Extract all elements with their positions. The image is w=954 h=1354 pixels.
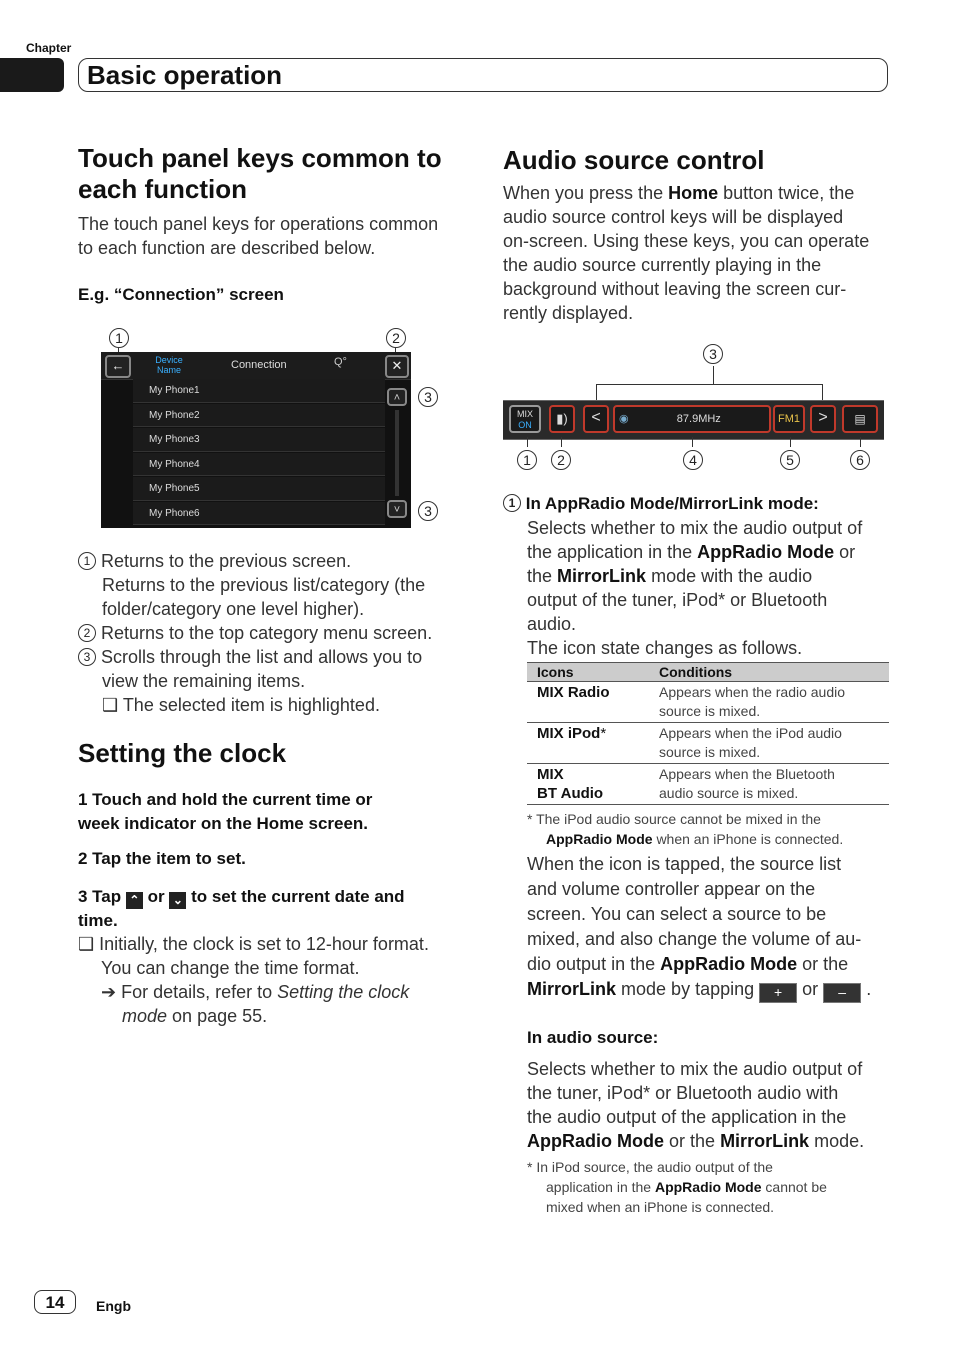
bar-callout-1: 1 — [517, 450, 537, 470]
table-row: MIX iPod* Appears when the iPod audio source is mixed. — [527, 723, 889, 764]
touch-descriptions: 1 Returns to the previous screen. Returns to the previous list/category (the folder/category one level higher). 2 Returns to the top category menu screen. 3 Scrolls through the list and allows you to view the remaining items. ❑ The selected item is highlighted. — [78, 549, 478, 717]
plus-button[interactable]: + — [759, 983, 797, 1003]
example-label: E.g. “Connection” screen — [78, 285, 284, 304]
touch-title: Touch panel keys common to each function — [78, 143, 442, 204]
table-header: Icons — [527, 663, 649, 682]
bracket-stem — [713, 366, 714, 384]
chapter-label: Chapter — [26, 41, 72, 55]
clock-step-3: 3 Tap ⌃ or ⌄ to set the current date and time. — [78, 887, 405, 930]
table-header-row — [527, 663, 889, 682]
audio-control-bar — [503, 400, 884, 440]
table-row: MIX BT Audio Appears when the Bluetooth audio source is mixed. — [527, 764, 889, 805]
list-item[interactable]: My Phone4 — [133, 453, 385, 477]
scroll-down-icon[interactable]: ˅ — [387, 500, 407, 518]
clock-step-2: 2 Tap the item to set. — [78, 849, 246, 868]
scroll-track[interactable] — [395, 410, 399, 496]
clock-step-1: 1 Touch and hold the current time or week indicator on the Home screen. — [78, 790, 373, 833]
screen-header — [101, 352, 411, 380]
list-item[interactable]: My Phone6 — [133, 502, 385, 526]
item-1: 1 In AppRadio Mode/MirrorLink mode: Selects whether to mix the audio output of the application in the AppRadio Mode or the MirrorLink mode with the audio output of the tuner, iPod* or Bluetooth audio. The icon state changes as follows. — [503, 492, 888, 660]
icon-tap-paragraph: When the icon is tapped, the source list and volume controller appear on the screen. You can select a source to be mixed, and also change the volume of au- dio output in the AppRadio Mode or the MirrorLink mode by tapping + or – . — [527, 852, 892, 1003]
bar-callout-2: 2 — [551, 450, 571, 470]
bar-callout-4: 4 — [683, 450, 703, 470]
callout-line-b4 — [692, 437, 693, 447]
callout-3-up: 3 — [418, 387, 438, 407]
icon-conditions-table — [527, 662, 889, 805]
callout-line-b2 — [561, 437, 562, 447]
connection-screen — [101, 352, 411, 528]
list-item[interactable]: My Phone2 — [133, 404, 385, 428]
clock-note: ❑ Initially, the clock is set to 12-hour format. You can change the time format. ➔ For details, refer to Setting the clock mode on page 55. — [78, 934, 429, 1026]
up-arrow-icon: ⌃ — [126, 892, 143, 909]
table-header: Conditions — [649, 663, 889, 682]
chapter-tab — [0, 58, 64, 92]
list-item[interactable]: My Phone3 — [133, 428, 385, 452]
search-icon[interactable]: Q° — [334, 356, 347, 368]
radio-icon: ◉ — [619, 413, 629, 425]
screen-title: Connection — [231, 359, 287, 371]
page-number: 14 — [34, 1290, 76, 1314]
band-button[interactable]: FM1 — [773, 405, 805, 433]
close-icon[interactable]: ✕ — [385, 355, 409, 378]
source-view-icon[interactable]: ▤ — [842, 405, 878, 433]
prev-button[interactable]: < — [583, 405, 609, 433]
audio-intro: When you press the Home button twice, the audio source control keys will be displayed on-screen. Using these keys, you can operate the audio source currently playing in the background without leaving the screen cur- rently displayed. — [503, 183, 870, 323]
callout-2: 2 — [386, 328, 406, 348]
phone-list — [133, 379, 385, 526]
bar-callout-5: 5 — [780, 450, 800, 470]
next-button[interactable]: > — [810, 405, 836, 433]
callout-line-b1 — [527, 437, 528, 447]
scroll-up-icon[interactable]: ˄ — [387, 388, 407, 406]
callout-3-down: 3 — [418, 501, 438, 521]
callout-line-b5 — [790, 437, 791, 447]
callout-1: 1 — [109, 328, 129, 348]
down-arrow-icon: ⌄ — [169, 892, 186, 909]
language-code: Engb — [96, 1298, 131, 1314]
volume-icon[interactable]: ▮) — [549, 405, 575, 433]
audio-source-subhead: In audio source: — [527, 1028, 659, 1047]
bar-callout-3: 3 — [703, 344, 723, 364]
source-info[interactable]: ◉ 87.9MHz — [613, 405, 771, 433]
chapter-title: Basic operation — [87, 60, 283, 90]
back-arrow-icon[interactable]: ← — [105, 355, 131, 378]
bar-callout-6: 6 — [850, 450, 870, 470]
table-row: MIX Radio Appears when the radio audio source is mixed. — [527, 682, 889, 723]
clock-title: Setting the clock — [78, 738, 287, 768]
list-item[interactable]: My Phone1 — [133, 379, 385, 403]
scrollbar — [387, 382, 407, 524]
touch-section — [78, 143, 478, 205]
footnote-1: * The iPod audio source cannot be mixed in the AppRadio Mode when an iPhone is connected. — [527, 811, 844, 847]
audio-source-paragraph: Selects whether to mix the audio output of the tuner, iPod* or Bluetooth audio with the audio output of the application in the AppRadio Mode or the MirrorLink mode. — [527, 1059, 865, 1151]
callout-line-b6 — [860, 437, 861, 447]
mix-button[interactable]: MIX ON — [509, 405, 541, 433]
list-item[interactable]: My Phone5 — [133, 477, 385, 501]
touch-intro: The touch panel keys for operations common to each function are described below. — [78, 214, 439, 258]
footnote-2: * In iPod source, the audio output of the application in the AppRadio Mode cannot be mixed when an iPhone is connected. — [527, 1159, 827, 1215]
minus-button[interactable]: – — [823, 983, 861, 1003]
device-name-tab[interactable]: Device Name — [155, 355, 183, 375]
audio-title: Audio source control — [503, 145, 765, 175]
